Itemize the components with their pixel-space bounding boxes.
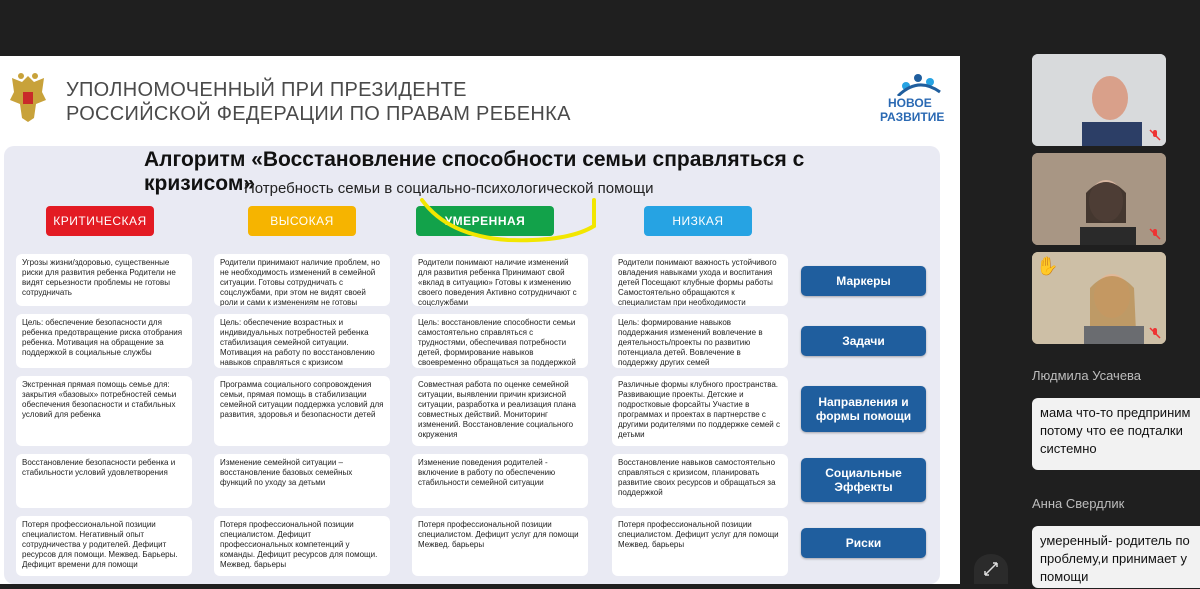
cell-directions-low: Различные формы клубного пространства. Развивающие проекты. Детские и подростковые форсайты Участие в программах и проектах в партнерстве с другими родителями по поддержке семей с детьми	[612, 376, 788, 446]
cell-effects-low: Восстановление навыков самостоятельно справляться с кризисом, планировать развитие своих ресурсов и обращаться за поддержкой	[612, 454, 788, 508]
raised-hand-icon: ✋	[1036, 256, 1059, 276]
cell-markers-critical: Угрозы жизни/здоровью, существенные риски для развития ребенка Родители не видят серьезности проблемы не готовы сотрудничать	[16, 254, 192, 306]
participant-video-2[interactable]	[1032, 153, 1166, 245]
mic-muted-icon	[1148, 326, 1162, 340]
chat-message-2: умеренный- родитель по проблему,и принимает у помощи	[1032, 526, 1200, 588]
cell-risks-critical: Потеря профессиональной позиции специалистом. Негативный опыт сотрудничества у родителей. Дефицит ресурсов для помощи. Межвед. Барьеры. Дефицит времени для помощи	[16, 516, 192, 576]
row-label-risks: Риски	[801, 528, 926, 558]
annotation-highlight	[418, 196, 598, 252]
cell-tasks-moderate: Цель: восстановление способности семьи самостоятельно справляться с трудностями, обеспечивая потребности детей, формирование навыков своевременно обращаться за поддержкой	[412, 314, 588, 368]
cell-directions-critical: Экстренная прямая помощь семье для: закрытия «базовых» потребностей семьи обеспечения безопасности и стабильных условий для ребенка	[16, 376, 192, 446]
participant-avatar-icon	[1032, 153, 1166, 245]
participants-sidebar	[960, 0, 1200, 584]
cell-markers-high: Родители принимают наличие проблем, но не необходимость изменений в семейной ситуации. Готовы сотрудничать с соцслужбами, при этом не видят своей роли и сами к изменениям не готовы	[214, 254, 390, 306]
logo-figures-icon	[894, 70, 944, 96]
cell-risks-high: Потеря профессиональной позиции специалистом. Дефицит профессиональных компетенций у команды. Дефицит ресурсов для помощи. Межвед. барьеры	[214, 516, 390, 576]
cell-markers-low: Родители понимают важность устойчивого овладения навыками ухода и воспитания детей Посещают клубные формы работы Самостоятельно обращаются к специалистам при необходимости	[612, 254, 788, 306]
row-label-effects: Социальные Эффекты	[801, 458, 926, 502]
cell-directions-high: Программа социального сопровождения семьи, прямая помощь в стабилизации семейной ситуации поддержка условий для развития, здоровья и безопасности детей	[214, 376, 390, 446]
cell-markers-moderate: Родители понимают наличие изменений для развития ребенка Принимают свой «вклад в ситуацию» Готовы к изменению своего поведения Активно сотрудничают с соцслужбами	[412, 254, 588, 306]
participant-video-3[interactable]	[1032, 252, 1166, 344]
level-low: НИЗКАЯ	[644, 206, 752, 236]
chat-message-1: мама что-то предприним потому что ее подталки системно	[1032, 398, 1200, 470]
row-label-tasks: Задачи	[801, 326, 926, 356]
cell-directions-moderate: Совместная работа по оценке семейной ситуации, выявлении причин кризисной ситуации, разработка и реализация плана совместных действий. Мониторинг изменений. Восстановление социального окружения	[412, 376, 588, 446]
row-label-markers: Маркеры	[801, 266, 926, 296]
expand-icon	[974, 554, 1008, 584]
cell-risks-moderate: Потеря профессиональной позиции специалистом. Дефицит услуг для помощи Межвед. барьеры	[412, 516, 588, 576]
expand-button[interactable]	[974, 554, 1008, 584]
shared-slide	[0, 56, 960, 584]
mic-muted-icon	[1148, 128, 1162, 142]
level-moderate: УМЕРЕННАЯ	[416, 206, 554, 236]
row-label-directions: Направления и формы помощи	[801, 386, 926, 432]
level-high: ВЫСОКАЯ	[248, 206, 356, 236]
cell-risks-low: Потеря профессиональной позиции специалистом. Дефицит услуг для помощи Межвед. барьеры	[612, 516, 788, 576]
chat-author-2: Анна Свердлик	[1032, 496, 1125, 511]
participant-video-1[interactable]	[1032, 54, 1166, 146]
level-critical: КРИТИЧЕСКАЯ	[46, 206, 154, 236]
cell-tasks-low: Цель: формирование навыков поддержания изменений вовлечение в деятельность/проекты по развитию потенциала детей. Вовлечение в поддержку других семей	[612, 314, 788, 368]
mic-muted-icon	[1148, 227, 1162, 241]
organization-title: УПОЛНОМОЧЕННЫЙ ПРИ ПРЕЗИДЕНТЕ РОССИЙСКОЙ ФЕДЕРАЦИИ ПО ПРАВАМ РЕБЕНКА	[66, 79, 571, 125]
cell-tasks-critical: Цель: обеспечение безопасности для ребенка предотвращение риска отобрания ребенка. Мотивация на обращение за поддержкой в социальные службы	[16, 314, 192, 368]
cell-effects-moderate: Изменение поведения родителей - включение в работу по обеспечению стабильности семейной ситуации	[412, 454, 588, 508]
cell-effects-critical: Восстановление безопасности ребенка и стабильности условий удовлетворения	[16, 454, 192, 508]
novoe-razvitie-logo: НОВОЕ РАЗВИТИЕ	[876, 70, 948, 126]
participant-avatar-icon	[1032, 54, 1166, 146]
cell-effects-high: Изменение семейной ситуации – восстановление базовых семейных функций по уходу за детьми	[214, 454, 390, 508]
slide-subtitle: Потребность семьи в социально-психологической помощи	[244, 180, 654, 197]
algorithm-panel	[4, 146, 940, 584]
coat-of-arms-icon	[6, 70, 50, 126]
cell-tasks-high: Цель: обеспечение возрастных и индивидуальных потребностей ребенка стабилизация семейной ситуации. Мотивация на работу по восстановлению навыков справляться с кризисом	[214, 314, 390, 368]
slide-title: Алгоритм «Восстановление способности семьи справляться с кризисом»	[144, 148, 805, 195]
chat-author-1: Людмила Усачева	[1032, 368, 1142, 383]
